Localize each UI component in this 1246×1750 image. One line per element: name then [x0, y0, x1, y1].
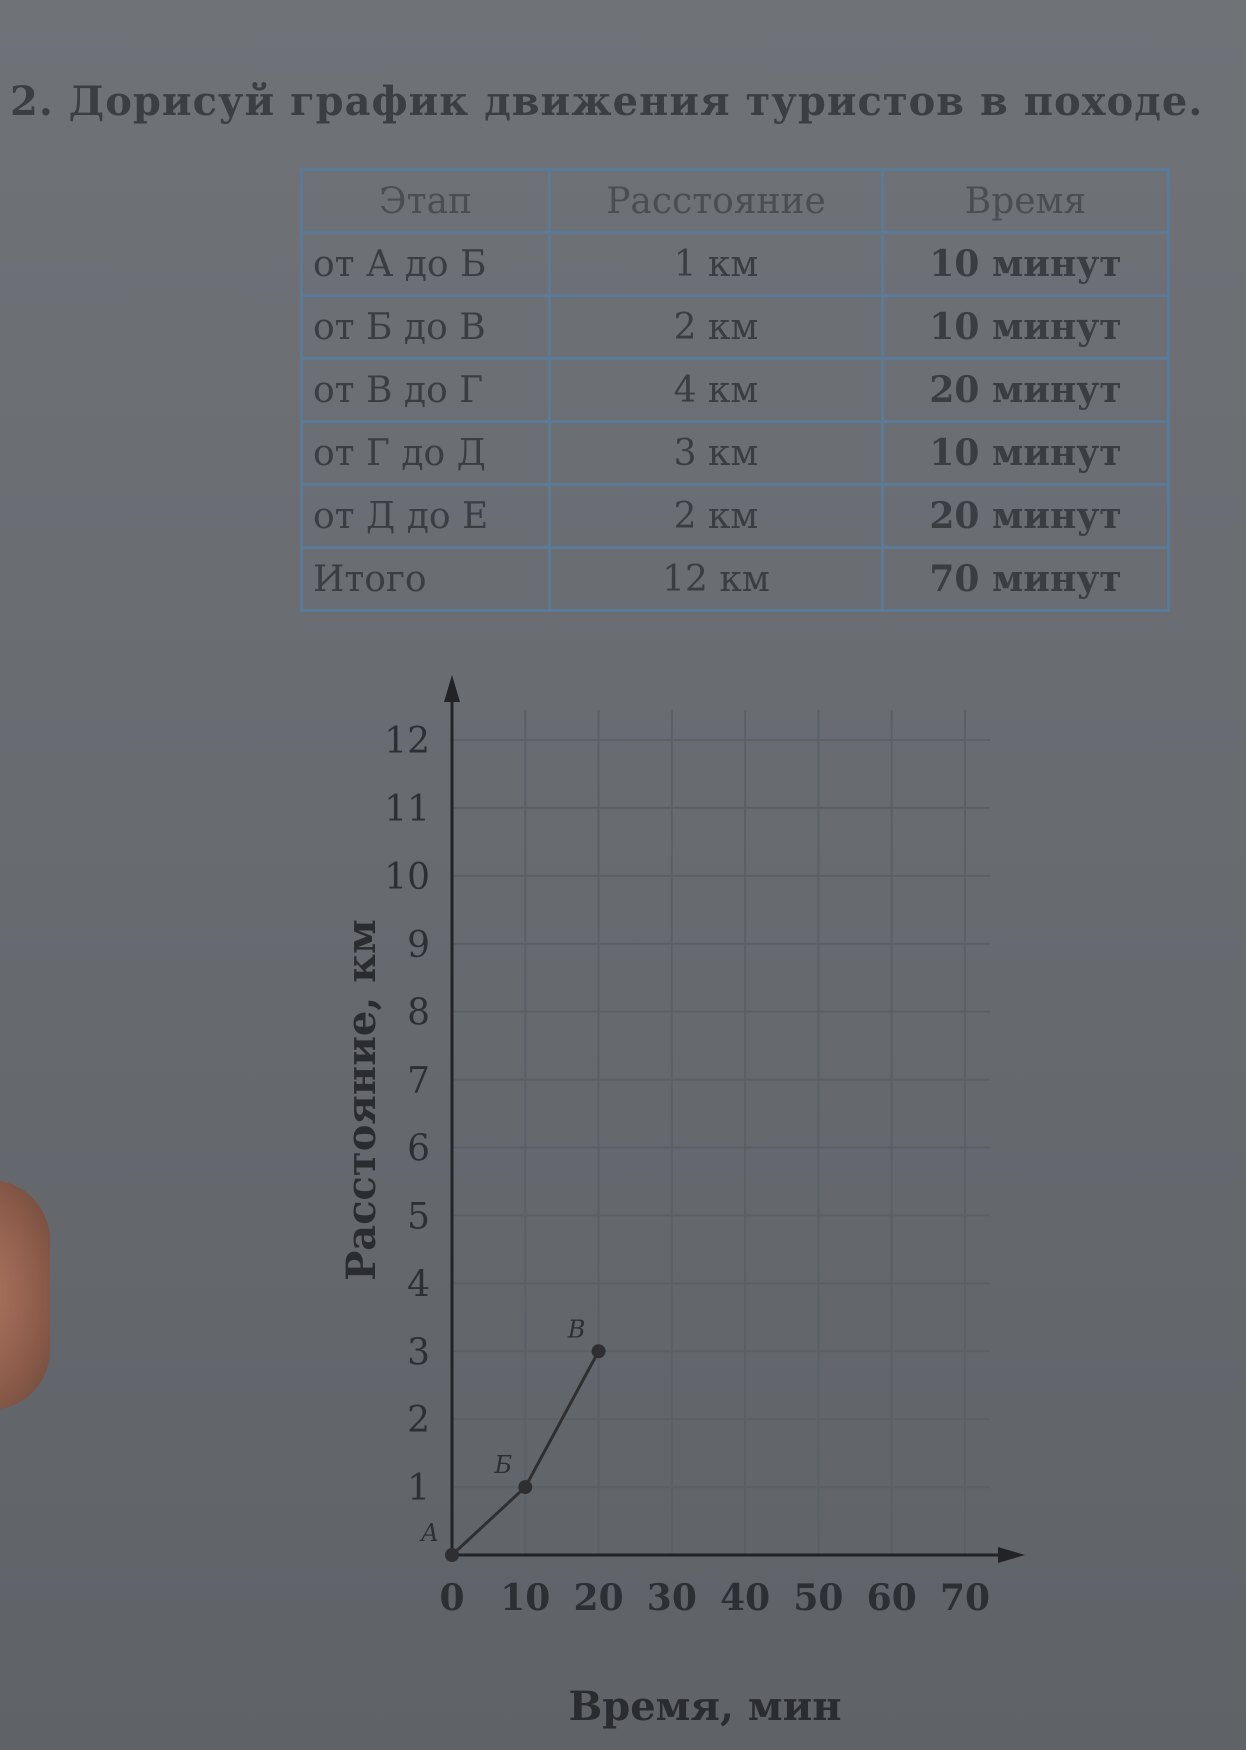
- distance-time-chart: [0, 640, 1246, 1750]
- table-header-row: [302, 170, 1169, 233]
- x-tick-label: 20: [573, 1577, 624, 1619]
- cell-stage: от В до Г: [302, 359, 550, 422]
- cell-distance: 3 км: [550, 422, 883, 485]
- task-title: 2. Дорисуй график движения туристов в походе.: [10, 78, 1204, 125]
- y-tick-label: 8: [407, 992, 430, 1034]
- table-row: [302, 485, 1169, 548]
- y-tick-label: 11: [384, 788, 430, 830]
- y-tick-label: 5: [407, 1196, 430, 1238]
- y-tick-label: 7: [407, 1060, 430, 1102]
- cell-time: 20 минут: [883, 485, 1169, 548]
- point-label: Б: [494, 1451, 513, 1480]
- grid: [452, 710, 990, 1555]
- x-tick-label: 30: [646, 1577, 697, 1619]
- data-point: [518, 1480, 532, 1494]
- header-time: Время: [883, 170, 1169, 233]
- table-row: [302, 296, 1169, 359]
- cell-time: 20 минут: [883, 359, 1169, 422]
- x-tick-label: 10: [500, 1577, 551, 1619]
- data-point: [592, 1344, 606, 1358]
- y-tick-label: 3: [407, 1332, 430, 1374]
- cell-time: 10 минут: [883, 296, 1169, 359]
- x-tick-label: 60: [866, 1577, 917, 1619]
- y-tick-label: 10: [384, 856, 430, 898]
- y-tick-label: 9: [407, 924, 430, 966]
- cell-distance: 2 км: [550, 296, 883, 359]
- cell-time: 10 минут: [883, 422, 1169, 485]
- y-tick-label: 6: [407, 1128, 430, 1170]
- data-point: [445, 1548, 459, 1562]
- x-tick-label: 40: [720, 1577, 771, 1619]
- y-axis-label: Расстояние, км: [338, 919, 385, 1281]
- table-row: [302, 359, 1169, 422]
- y-tick-label: 12: [384, 721, 430, 762]
- header-stage: Этап: [302, 170, 550, 233]
- table-total-row: [302, 548, 1169, 611]
- cell-total-time: 70 минут: [883, 548, 1169, 611]
- cell-distance: 1 км: [550, 233, 883, 296]
- table-row: [302, 422, 1169, 485]
- cell-time: 10 минут: [883, 233, 1169, 296]
- x-tick-label: 50: [793, 1577, 844, 1619]
- cell-distance: 2 км: [550, 485, 883, 548]
- series: [419, 1315, 606, 1562]
- cell-total-distance: 12 км: [550, 548, 883, 611]
- x-tick-label: 0: [439, 1577, 465, 1619]
- cell-distance: 4 км: [550, 359, 883, 422]
- tick-labels: [384, 721, 990, 1619]
- cell-stage: от Б до В: [302, 296, 550, 359]
- point-label: А: [420, 1519, 440, 1547]
- y-axis-arrow: [444, 675, 460, 702]
- header-distance: Расстояние: [550, 170, 883, 233]
- stages-table: [300, 168, 1170, 612]
- cell-stage: от Г до Д: [302, 422, 550, 485]
- cell-stage: от Д до Е: [302, 485, 550, 548]
- y-tick-label: 4: [407, 1264, 430, 1306]
- x-axis-arrow: [998, 1547, 1025, 1563]
- point-label: В: [567, 1315, 586, 1344]
- table-row: [302, 233, 1169, 296]
- x-axis-label: Время, мин: [568, 1683, 842, 1730]
- cell-total-label: Итого: [302, 548, 550, 611]
- y-tick-label: 1: [407, 1468, 430, 1510]
- y-tick-label: 2: [407, 1400, 430, 1442]
- cell-stage: от А до Б: [302, 233, 550, 296]
- x-tick-label: 70: [939, 1577, 991, 1619]
